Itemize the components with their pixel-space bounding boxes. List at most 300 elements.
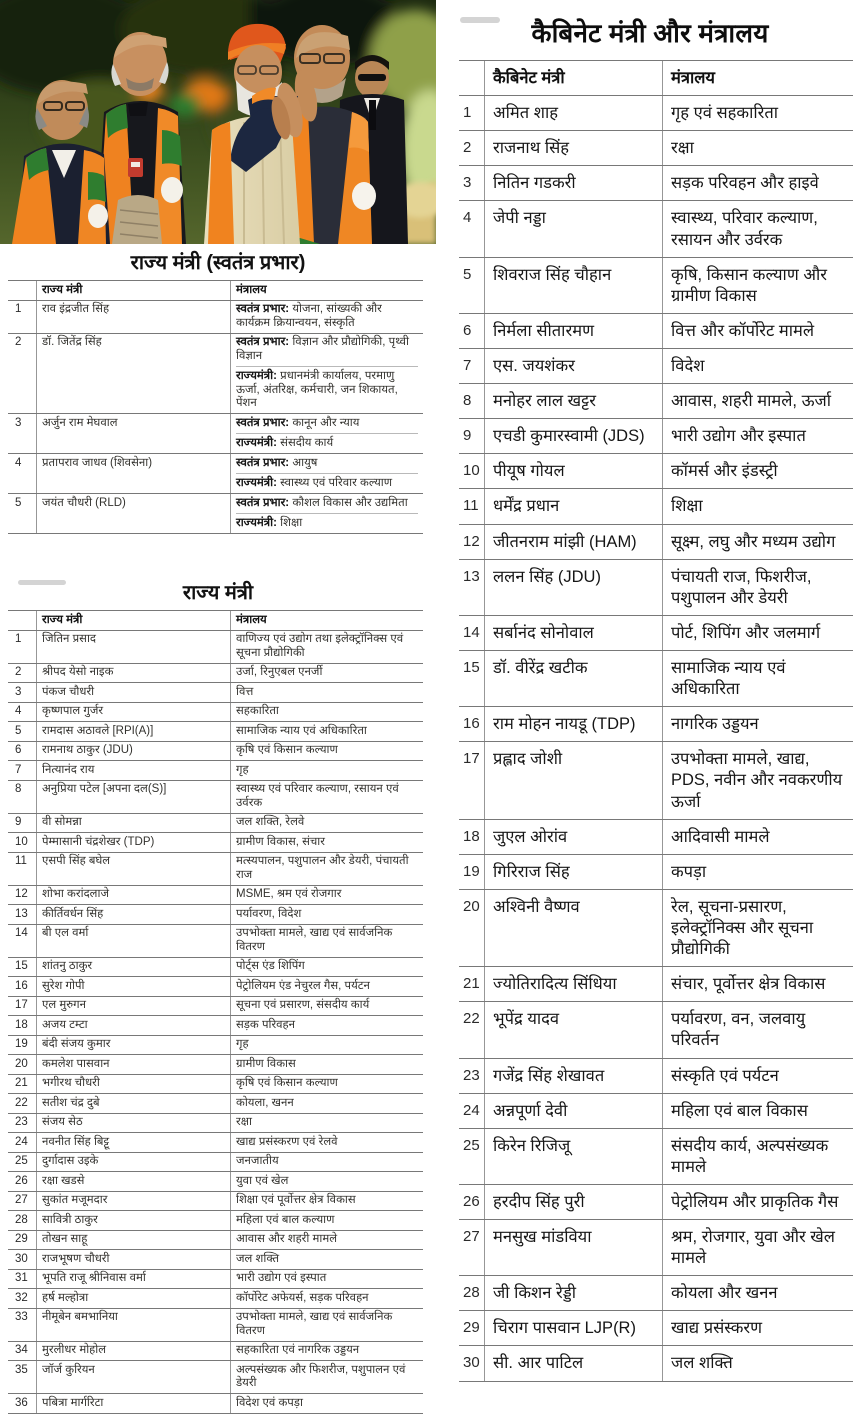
minister-name: मुरलीधर मोहोल xyxy=(36,1342,230,1361)
table-row xyxy=(459,890,853,967)
minister-name: सतीश चंद्र दुबे xyxy=(36,1094,230,1113)
row-number: 1 xyxy=(463,104,472,122)
ministry-cell xyxy=(230,1361,423,1393)
minister-name: अर्जुन राम मेघवाल xyxy=(36,414,230,453)
row-number: 17 xyxy=(15,999,28,1011)
table-row xyxy=(459,131,853,166)
ministry-cell xyxy=(230,703,423,722)
ministry-cell xyxy=(230,1094,423,1113)
ministry-name: श्रम, रोजगार, युवा और खेल मामले xyxy=(671,1228,835,1268)
ministry-cell xyxy=(230,631,423,663)
ministry-name: महिला एवं बाल विकास xyxy=(671,1101,808,1120)
ministry-name: कॉमर्स और इंडस्ट्री xyxy=(671,462,778,481)
charge-type-label: राज्यमंत्री: xyxy=(236,517,277,529)
minister-name: चिराग पासवान LJP(R) xyxy=(484,1311,662,1345)
ministry-cell xyxy=(230,1309,423,1341)
row-number: 17 xyxy=(463,750,480,768)
table-row xyxy=(8,814,423,834)
row-number: 24 xyxy=(463,1101,480,1119)
ministry-name: अल्पसंख्यक और फिशरीज, पशुपालन एवं डेयरी xyxy=(236,1363,406,1389)
charge-type-label: स्वतंत्र प्रभार: xyxy=(236,456,290,469)
ministry-cell xyxy=(230,814,423,833)
row-number: 29 xyxy=(15,1233,28,1245)
ministry-cell xyxy=(230,1394,423,1413)
ministry-cell xyxy=(230,494,423,533)
table-row xyxy=(459,166,853,201)
ministry-name: सूचना एवं प्रसारण, संसदीय कार्य xyxy=(236,999,370,1011)
row-number: 4 xyxy=(463,209,472,227)
table-row xyxy=(459,258,853,314)
ministry-name: सहकारिता एवं नागरिक उड्डयन xyxy=(236,1344,360,1356)
ministry-cell xyxy=(230,833,423,852)
ministry-name: वित्त और कॉर्पोरेट मामले xyxy=(671,321,815,340)
ministry-cell xyxy=(662,560,853,615)
minister-name: सी. आर पाटिल xyxy=(484,1346,662,1380)
ministry-name: कॉर्पोरेट अफेयर्स, सड़क परिवहन xyxy=(236,1291,369,1304)
minister-name: शिवराज सिंह चौहान xyxy=(484,258,662,313)
row-number: 23 xyxy=(463,1066,480,1084)
table-row xyxy=(8,1342,423,1362)
table-row xyxy=(8,1133,423,1153)
row-number: 3 xyxy=(15,685,22,698)
column-header-minister: राज्य मंत्री xyxy=(36,281,230,300)
table-row xyxy=(8,1289,423,1309)
table-row xyxy=(8,853,423,886)
row-number: 32 xyxy=(15,1291,28,1304)
ministry-cell xyxy=(230,1036,423,1055)
photo-illustration xyxy=(0,0,436,244)
row-number: 35 xyxy=(15,1363,28,1376)
ministry-name: संचार, पूर्वोत्तर क्षेत्र विकास xyxy=(671,975,826,994)
charge-type-label: स्वतंत्र प्रभार: xyxy=(236,496,290,509)
section-title-state-ministers: राज्य मंत्री xyxy=(182,582,254,604)
row-number: 25 xyxy=(15,1155,28,1167)
table-row xyxy=(8,1153,423,1173)
table-row xyxy=(8,1270,423,1290)
ministry-cell xyxy=(662,384,853,418)
table-row xyxy=(459,1185,853,1220)
table-row xyxy=(8,301,423,334)
ministry-cell xyxy=(230,1114,423,1133)
ministry-cell xyxy=(230,886,423,905)
table-row xyxy=(8,1394,423,1414)
ministry-cell xyxy=(230,1133,423,1152)
row-number: 30 xyxy=(15,1252,28,1265)
cabinet-ministers-section xyxy=(436,0,864,1382)
minister-name: शोभा करांदलाजे xyxy=(36,886,230,905)
ministry-cell xyxy=(662,1276,853,1310)
ministry-charge xyxy=(236,473,418,491)
minister-name: निर्मला सीतारमण xyxy=(484,314,662,348)
minister-name: जेपी नड्डा xyxy=(484,201,662,256)
ministry-cell xyxy=(662,419,853,453)
ministry-name: MSME, श्रम एवं रोजगार xyxy=(236,888,342,900)
ministry-cell xyxy=(230,301,423,333)
charge-type-label: स्वतंत्र प्रभार: xyxy=(236,303,290,315)
ministry-name: जल शक्ति, रेलवे xyxy=(236,816,305,828)
minister-name: अमित शाह xyxy=(484,96,662,130)
ministry-name: कौशल विकास और उद्यमिता xyxy=(292,496,408,509)
row-number: 15 xyxy=(463,658,480,676)
minister-name: किरेन रिजिजू xyxy=(484,1129,662,1184)
ministry-name: कृषि, किसान कल्याण और ग्रामीण विकास xyxy=(671,265,827,305)
row-number: 21 xyxy=(15,1077,28,1089)
ministry-name: कोयला और खनन xyxy=(671,1284,778,1303)
ministry-cell xyxy=(230,1172,423,1191)
minister-name: जीतनराम मांझी (HAM) xyxy=(484,525,662,559)
minister-name: शांतनु ठाकुर xyxy=(36,958,230,977)
table-row xyxy=(8,1309,423,1342)
minister-name: जुएल ओरांव xyxy=(484,820,662,854)
ministry-charge xyxy=(236,303,418,330)
table-row xyxy=(8,414,423,454)
charge-type-label: स्वतंत्र प्रभार: xyxy=(236,336,290,348)
ministry-cell xyxy=(230,664,423,683)
ministry-cell xyxy=(662,707,853,741)
table-row xyxy=(459,525,853,560)
ministry-name: ग्रामीण विकास, संचार xyxy=(236,835,325,848)
minister-name: कमलेश पासवान xyxy=(36,1055,230,1074)
ministry-cell xyxy=(662,1185,853,1219)
row-number: 26 xyxy=(15,1174,28,1187)
ministry-name: उपभोक्ता मामले, खाद्य एवं सार्वजनिक वितरण xyxy=(236,1311,393,1337)
ministry-cell xyxy=(662,454,853,488)
table-row xyxy=(459,1220,853,1276)
ministry-name: रक्षा xyxy=(671,139,694,158)
row-number: 10 xyxy=(463,462,480,480)
ministry-name: शिक्षा xyxy=(671,497,703,516)
row-number: 11 xyxy=(15,855,27,867)
minister-name: पीयूष गोयल xyxy=(484,454,662,488)
ministry-name: पोर्ट्स एंड शिपिंग xyxy=(236,960,305,972)
ministry-cell xyxy=(230,334,423,414)
table-row xyxy=(8,664,423,684)
charge-type-label: राज्यमंत्री: xyxy=(236,477,277,489)
row-number: 5 xyxy=(15,496,22,509)
minister-name: नीमूबेन बमभानिया xyxy=(36,1309,230,1341)
row-number: 6 xyxy=(15,744,22,756)
ministry-name: संसदीय कार्य xyxy=(280,437,334,449)
row-number: 25 xyxy=(463,1136,480,1154)
row-number: 22 xyxy=(463,1010,480,1028)
table-row xyxy=(8,1250,423,1270)
minister-name: डॉ. जितेंद्र सिंह xyxy=(36,334,230,414)
table-row xyxy=(8,334,423,415)
table-row xyxy=(8,886,423,906)
independent-charge-table xyxy=(8,280,423,534)
row-number: 8 xyxy=(463,392,472,410)
table-row xyxy=(459,489,853,524)
minister-name: सावित्री ठाकुर xyxy=(36,1211,230,1230)
charge-type-label: राज्यमंत्री: xyxy=(236,370,277,382)
ministry-cell xyxy=(230,958,423,977)
table-header-row xyxy=(8,281,423,301)
table-row xyxy=(459,349,853,384)
ministry-charge xyxy=(236,513,418,531)
column-header-ministry: मंत्रालय xyxy=(662,61,853,95)
minister-name: एसपी सिंह बघेल xyxy=(36,853,230,885)
ministry-cell xyxy=(662,1094,853,1128)
ministry-charge xyxy=(236,457,418,471)
row-number: 2 xyxy=(15,336,22,348)
ministry-cell xyxy=(230,1289,423,1308)
ministry-name: मत्स्यपालन, पशुपालन और डेयरी, पंचायती राज xyxy=(236,855,409,881)
table-row xyxy=(459,560,853,616)
ministry-name: शिक्षा एवं पूर्वोत्तर क्षेत्र विकास xyxy=(236,1194,356,1206)
ministry-name: वाणिज्य एवं उद्योग तथा इलेक्ट्रॉनिक्स एवं सूचना प्रौद्योगिकी xyxy=(236,633,404,659)
ministry-name: उपभोक्ता मामले, खाद्य एवं सार्वजनिक वितरण xyxy=(236,927,393,953)
ministry-cell xyxy=(662,349,853,383)
table-row xyxy=(459,201,853,257)
row-number: 5 xyxy=(463,265,472,283)
table-row xyxy=(459,820,853,855)
minister-name: बी एल वर्मा xyxy=(36,925,230,957)
minister-name: एचडी कुमारस्वामी (JDS) xyxy=(484,419,662,453)
ministry-name: स्वास्थ्य एवं परिवार कल्याण, रसायन एवं उर्वरक xyxy=(236,783,399,809)
table-row xyxy=(459,1346,853,1381)
ministry-name: आवास और शहरी मामले xyxy=(236,1233,338,1245)
ministry-cell xyxy=(230,997,423,1016)
row-number: 26 xyxy=(463,1192,480,1210)
ministry-name: आदिवासी मामले xyxy=(671,827,770,846)
row-number: 29 xyxy=(463,1319,480,1337)
row-number: 9 xyxy=(15,816,22,828)
minister-name: भगीरथ चौधरी xyxy=(36,1075,230,1094)
ministry-name: उर्जा, रिनुएबल एनर्जी xyxy=(236,666,323,678)
minister-name: रामदास अठावले [RPI(A)] xyxy=(36,722,230,741)
ministry-cell xyxy=(230,1211,423,1230)
ministry-cell xyxy=(230,414,423,453)
ministry-cell xyxy=(230,454,423,493)
cabinet-ministers-table xyxy=(459,60,853,1382)
ministry-cell xyxy=(230,905,423,924)
ministry-name: गृह xyxy=(236,763,249,776)
ministry-name: कानून और न्याय xyxy=(292,416,360,429)
table-row xyxy=(8,781,423,814)
row-number: 10 xyxy=(15,835,28,848)
table-row xyxy=(459,967,853,1002)
row-number: 1 xyxy=(15,303,22,315)
row-number: 28 xyxy=(15,1213,28,1226)
row-number: 7 xyxy=(15,763,22,776)
ministry-name: स्वास्थ्य, परिवार कल्याण, रसायन और उर्वरक xyxy=(671,209,818,249)
ministry-name: पेट्रोलियम और प्राकृतिक गैस xyxy=(671,1192,839,1211)
ministry-cell xyxy=(662,855,853,889)
ministry-cell xyxy=(230,683,423,702)
ministry-cell xyxy=(662,131,853,165)
row-number: 2 xyxy=(463,139,472,157)
table-row xyxy=(459,651,853,707)
row-number: 2 xyxy=(15,666,22,678)
row-number: 20 xyxy=(463,897,480,915)
ministry-cell xyxy=(662,820,853,854)
ministry-name: कृषि एवं किसान कल्याण xyxy=(236,744,338,756)
table-row xyxy=(459,707,853,742)
ministry-cell xyxy=(230,977,423,996)
minister-name: अजय टम्टा xyxy=(36,1016,230,1035)
row-number: 14 xyxy=(15,927,28,939)
table-row xyxy=(459,419,853,454)
row-number: 33 xyxy=(15,1311,28,1323)
table-header-row xyxy=(8,611,423,631)
charge-type-label: राज्यमंत्री: xyxy=(236,437,277,449)
row-number: 22 xyxy=(15,1096,28,1109)
row-number: 27 xyxy=(15,1194,28,1206)
page-title: कैबिनेट मंत्री और मंत्रालय xyxy=(531,18,769,48)
column-header-minister: कैबिनेट मंत्री xyxy=(484,61,662,95)
minister-name: राजनाथ सिंह xyxy=(484,131,662,165)
ministry-cell xyxy=(662,1059,853,1093)
ministry-cell xyxy=(662,1002,853,1057)
ministry-name: विज्ञान और प्रौद्योगिकी, पृथ्वी विज्ञान xyxy=(236,336,410,362)
minister-name: मनसुख मांडविया xyxy=(484,1220,662,1275)
ministry-name: सहकारिता xyxy=(236,705,279,717)
ministry-name: संस्कृति एवं पर्यटन xyxy=(671,1066,779,1085)
state-ministers-table xyxy=(8,610,423,1414)
ministry-name: खाद्य प्रसंस्करण xyxy=(671,1319,763,1338)
ministry-cell xyxy=(662,166,853,200)
ministry-name: महिला एवं बाल कल्याण xyxy=(236,1213,335,1226)
row-number: 31 xyxy=(15,1272,28,1284)
table-row xyxy=(459,1311,853,1346)
ministry-cell xyxy=(662,1220,853,1275)
ministry-name: सामाजिक न्याय एवं अधिकारिता xyxy=(236,724,367,737)
minister-name: ज्योतिरादित्य सिंधिया xyxy=(484,967,662,1001)
ministry-cell xyxy=(230,1075,423,1094)
table-row xyxy=(8,1055,423,1075)
row-number: 12 xyxy=(15,888,28,900)
table-row xyxy=(8,1211,423,1231)
minister-name: जॉर्ज कुरियन xyxy=(36,1361,230,1393)
ministry-cell xyxy=(662,489,853,523)
table-row xyxy=(459,855,853,890)
ministry-name: पंचायती राज, फिशरीज, पशुपालन और डेयरी xyxy=(671,567,812,607)
row-number: 7 xyxy=(463,356,472,374)
row-number: 18 xyxy=(15,1018,28,1031)
column-header-ministry: मंत्रालय xyxy=(230,611,423,630)
ministry-cell xyxy=(662,314,853,348)
table-row xyxy=(459,1002,853,1058)
row-number: 36 xyxy=(15,1396,28,1409)
minister-name: श्रीपद येसो नाइक xyxy=(36,664,230,683)
row-number: 5 xyxy=(15,724,22,737)
minister-name: सर्बानंद सोनोवाल xyxy=(484,616,662,650)
ministry-name: विदेश xyxy=(671,356,705,375)
row-number: 14 xyxy=(463,623,480,641)
table-row xyxy=(8,703,423,723)
row-number: 6 xyxy=(463,321,472,339)
table-row xyxy=(8,997,423,1017)
ministry-cell xyxy=(662,1311,853,1345)
ministry-cell xyxy=(230,722,423,741)
minister-name: पंकज चौधरी xyxy=(36,683,230,702)
minister-name: सुकांत मजूमदार xyxy=(36,1192,230,1211)
ministry-cell xyxy=(662,651,853,706)
row-number: 4 xyxy=(15,456,22,469)
minister-name: पबित्रा मार्गरिटा xyxy=(36,1394,230,1413)
table-row xyxy=(8,1094,423,1114)
state-ministers-section xyxy=(0,575,436,1414)
table-row xyxy=(8,454,423,494)
ministry-name: गृह xyxy=(236,1038,249,1050)
table-row xyxy=(459,454,853,489)
minister-name: नित्यानंद राय xyxy=(36,761,230,780)
minister-name: भूपति राजू श्रीनिवास वर्मा xyxy=(36,1270,230,1289)
table-row xyxy=(459,616,853,651)
ministry-name: कोयला, खनन xyxy=(236,1096,294,1109)
table-row xyxy=(459,1059,853,1094)
ministry-cell xyxy=(662,616,853,650)
ministry-cell xyxy=(230,1231,423,1250)
minister-name: राम मोहन नायडू (TDP) xyxy=(484,707,662,741)
ministry-name: आयुष xyxy=(292,456,318,469)
minister-name: वी सोमन्ना xyxy=(36,814,230,833)
minister-name: नवनीत सिंह बिट्टू xyxy=(36,1133,230,1152)
minister-name: बंदी संजय कुमार xyxy=(36,1036,230,1055)
minister-name: अश्विनी वैष्णव xyxy=(484,890,662,966)
header-number-cell xyxy=(8,281,36,300)
minister-name: कीर्तिवर्धन सिंह xyxy=(36,905,230,924)
row-number: 8 xyxy=(15,783,22,795)
ministry-name: सड़क परिवहन और हाइवे xyxy=(671,174,819,193)
minister-name: गजेंद्र सिंह शेखावत xyxy=(484,1059,662,1093)
minister-name: कृष्णपाल गुर्जर xyxy=(36,703,230,722)
row-number: 1 xyxy=(15,633,22,645)
ministry-name: शिक्षा xyxy=(280,517,303,529)
ministry-name: जनजातीय xyxy=(236,1155,279,1167)
row-number: 9 xyxy=(463,427,472,445)
row-number: 13 xyxy=(15,907,28,920)
ministry-cell xyxy=(662,1346,853,1380)
table-row xyxy=(8,722,423,742)
table-row xyxy=(8,1036,423,1056)
ministry-cell xyxy=(662,258,853,313)
minister-name: राव इंद्रजीत सिंह xyxy=(36,301,230,333)
table-row xyxy=(459,1129,853,1185)
row-number: 23 xyxy=(15,1116,28,1128)
column-header-ministry: मंत्रालय xyxy=(230,281,423,300)
table-row xyxy=(8,631,423,664)
table-row xyxy=(8,1231,423,1251)
minister-name: राजभूषण चौधरी xyxy=(36,1250,230,1269)
row-number: 16 xyxy=(463,715,480,733)
ministry-name: ग्रामीण विकास xyxy=(236,1057,296,1070)
row-number: 34 xyxy=(15,1344,28,1356)
ministry-cell xyxy=(662,96,853,130)
table-row xyxy=(8,683,423,703)
ministry-cell xyxy=(230,1342,423,1361)
row-number: 19 xyxy=(15,1038,28,1050)
table-row xyxy=(459,314,853,349)
table-row xyxy=(459,1094,853,1129)
header-number-cell xyxy=(459,61,484,95)
row-number: 12 xyxy=(463,532,480,550)
column-header-minister: राज्य मंत्री xyxy=(36,611,230,630)
ministry-name: आवास, शहरी मामले, ऊर्जा xyxy=(671,392,832,411)
ministry-name: प्रधानमंत्री कार्यालय, परमाणु ऊर्जा, अंतरिक्ष, कर्मचारी, जन शिकायत, पेंशन xyxy=(236,370,398,409)
row-number: 4 xyxy=(15,705,22,717)
row-number: 19 xyxy=(463,862,480,880)
row-number: 20 xyxy=(15,1057,28,1070)
row-number: 27 xyxy=(463,1228,480,1246)
ministry-name: जल शक्ति xyxy=(236,1252,280,1265)
ministry-name: वित्त xyxy=(236,685,254,698)
minister-name: अनुप्रिया पटेल [अपना दल(S)] xyxy=(36,781,230,813)
ministry-cell xyxy=(662,1129,853,1184)
row-number: 28 xyxy=(463,1284,480,1302)
minister-name: रामनाथ ठाकुर (JDU) xyxy=(36,742,230,761)
table-row xyxy=(8,1075,423,1095)
